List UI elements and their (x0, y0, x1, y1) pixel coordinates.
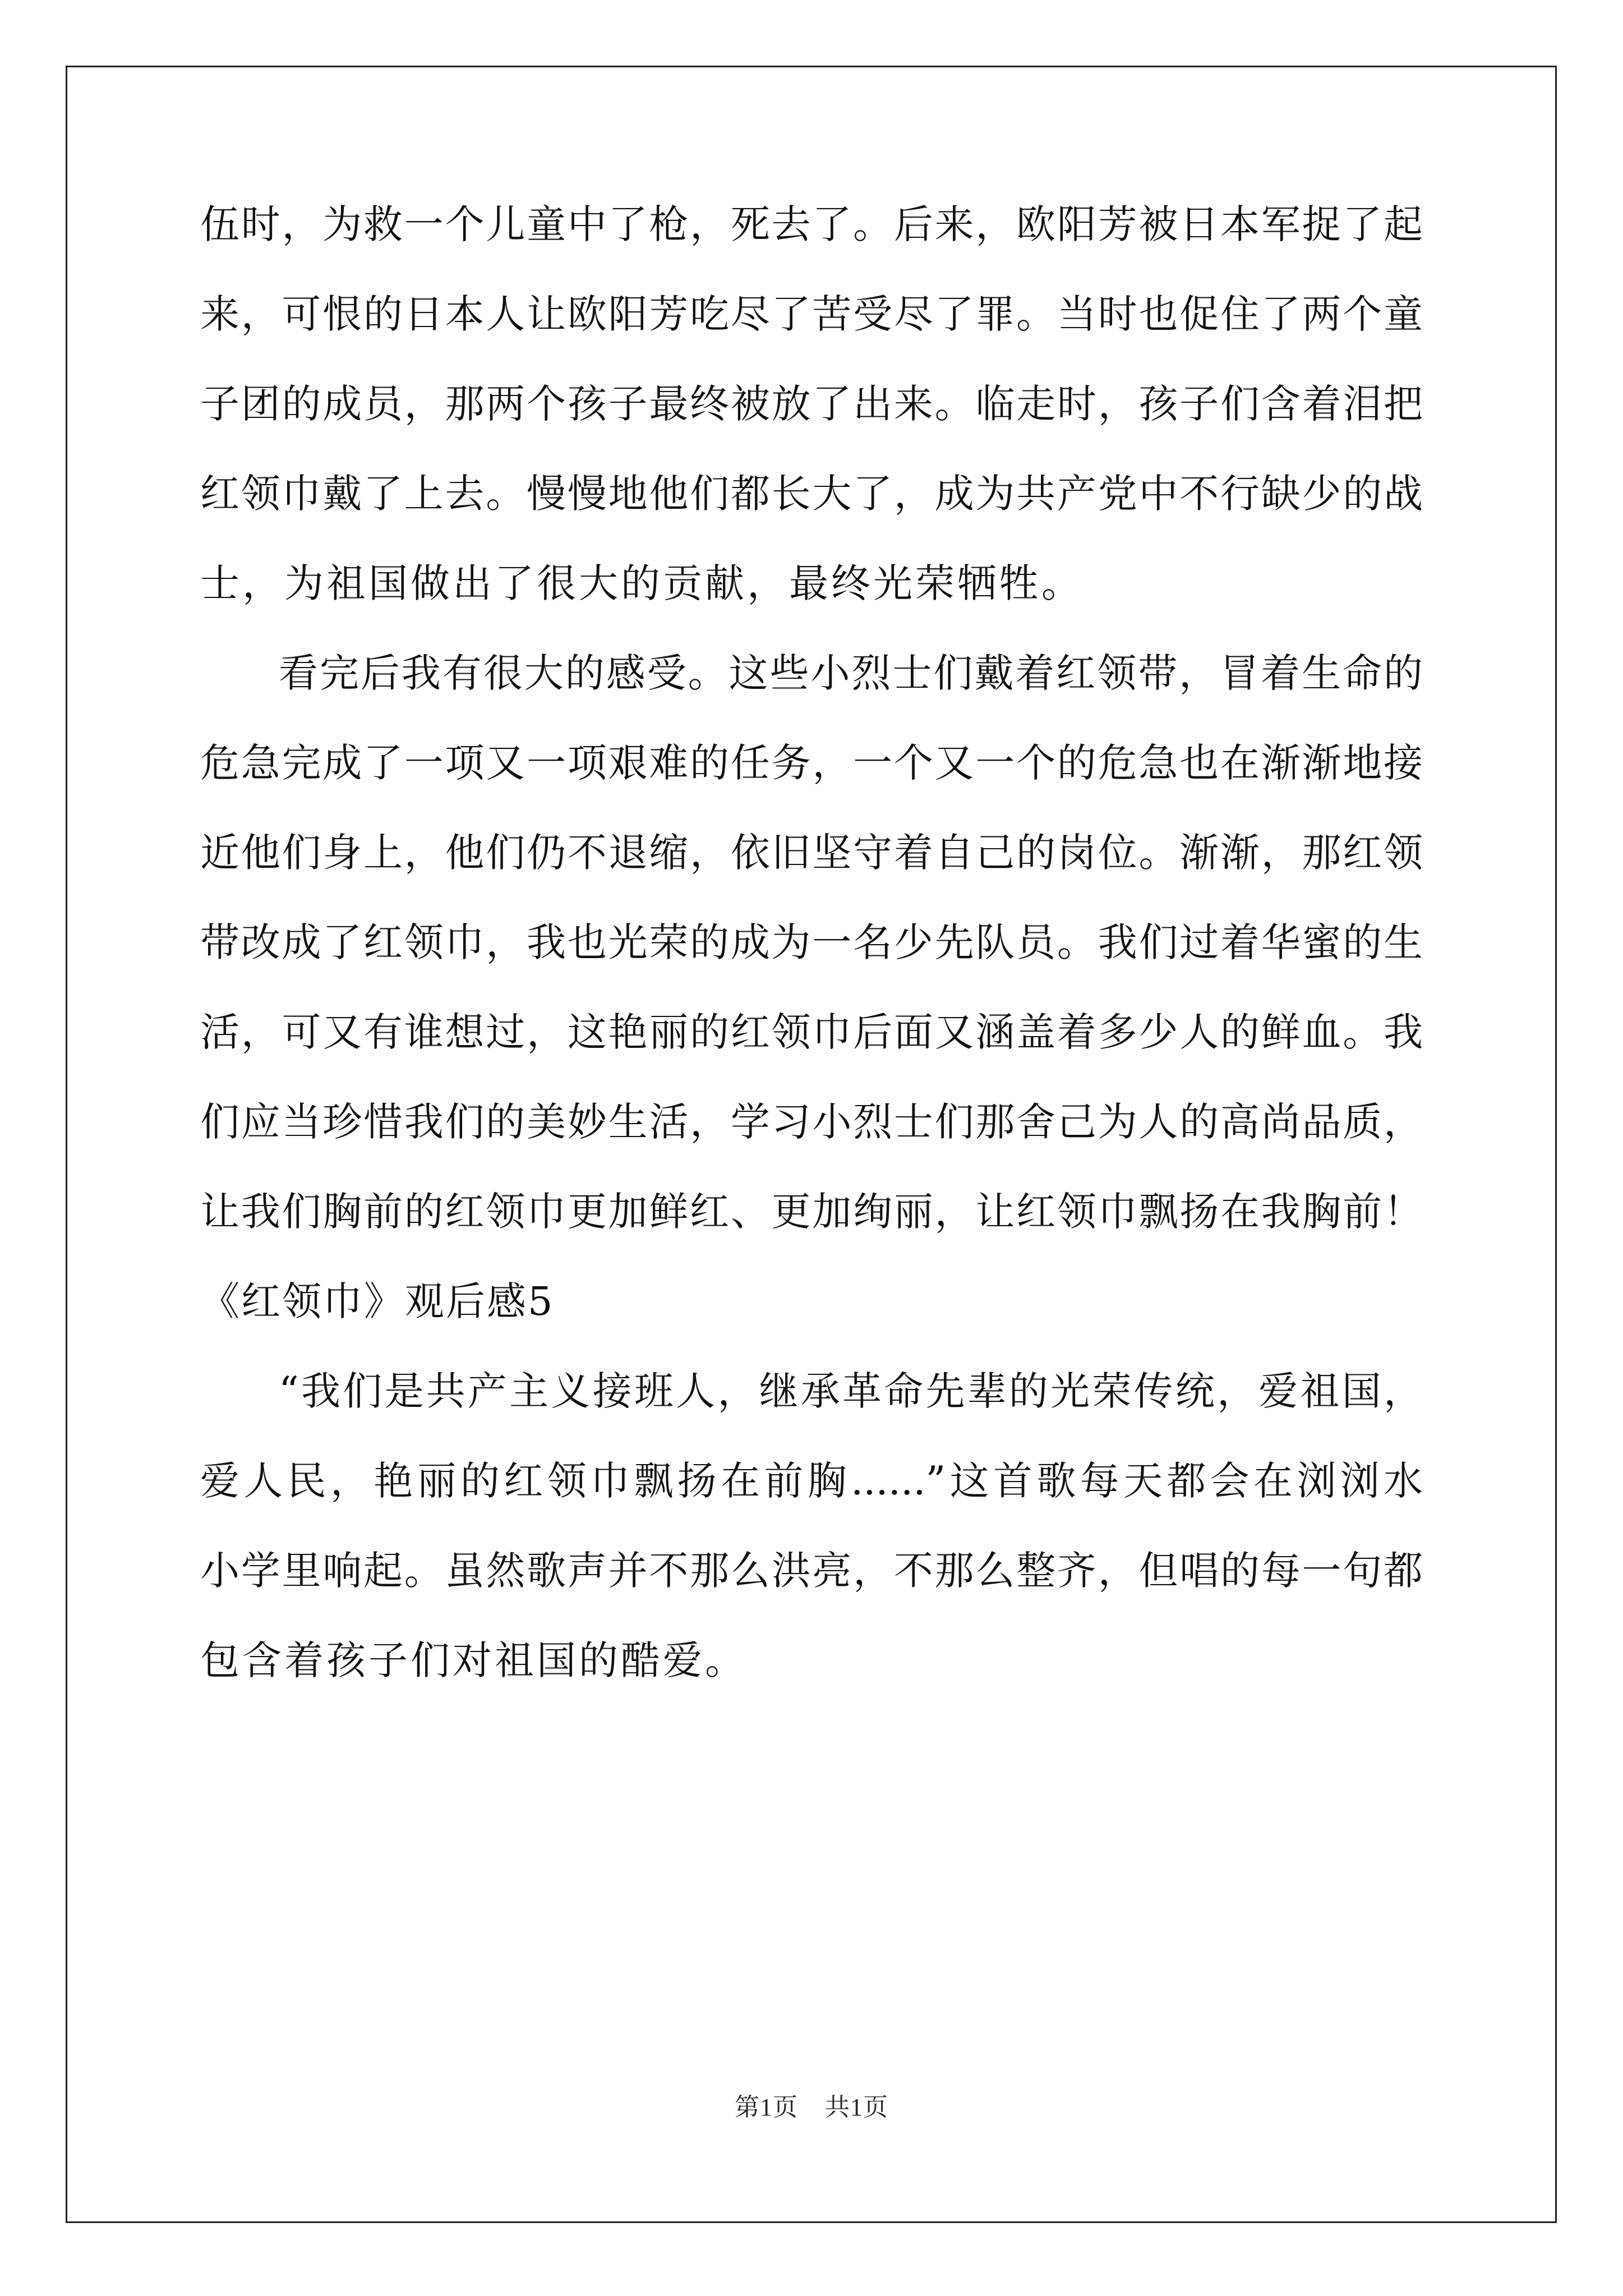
paragraph-line: 近他们身上，他们仍不退缩，依旧坚守着自己的岗位。渐渐，那红领 (200, 830, 1423, 876)
paragraph-line: 士，为祖国做出了很大的贡献，最终光荣牺牲。 (200, 560, 1083, 606)
paragraph-line: 看完后我有很大的感受。这些小烈士们戴着红领带，冒着生命的 (279, 650, 1423, 696)
paragraph-line: “我们是共产主义接班人，继承革命先辈的光荣传统，爱祖国， (279, 1368, 1423, 1414)
document-body (200, 201, 1423, 1731)
page-footer (0, 2095, 1623, 2120)
paragraph-line: 子团的成员，那两个孩子最终被放了出来。临走时，孩子们含着泪把 (200, 381, 1423, 427)
paragraph-line: 让我们胸前的红领巾更加鲜红、更加绚丽，让红领巾飘扬在我胸前！ (200, 1189, 1423, 1235)
paragraph-line: 危急完成了一项又一项艰难的任务，一个又一个的危急也在渐渐地接 (200, 740, 1423, 786)
paragraph-line: 来，可恨的日本人让欧阳芳吃尽了苦受尽了罪。当时也促住了两个童 (200, 291, 1423, 337)
page-number: 第1页 (735, 2093, 798, 2121)
paragraph-line: 包含着孩子们对祖国的酷爱。 (200, 1637, 747, 1683)
paragraph-line: 红领巾戴了上去。慢慢地他们都长大了，成为共产党中不行缺少的战 (200, 471, 1423, 517)
paragraph-line: 活，可又有谁想过，这艳丽的红领巾后面又涵盖着多少人的鲜血。我 (200, 1009, 1423, 1055)
paragraph-line: 爱人民，艳丽的红领巾飘扬在前胸......”这首歌每天都会在浏浏水 (200, 1458, 1423, 1504)
paragraph-line: 小学里响起。虽然歌声并不那么洪亮，不那么整齐，但唱的每一句都 (200, 1548, 1423, 1594)
paragraph-line: 们应当珍惜我们的美妙生活，学习小烈士们那舍己为人的高尚品质， (200, 1099, 1423, 1145)
paragraph-line: 带改成了红领巾，我也光荣的成为一名少先队员。我们过着华蜜的生 (200, 919, 1423, 965)
section-heading: 《红领巾》观后感5 (200, 1278, 555, 1324)
paragraph-line: 伍时，为救一个儿童中了枪，死去了。后来，欧阳芳被日本军捉了起 (200, 201, 1423, 247)
page-total: 共1页 (825, 2093, 888, 2121)
